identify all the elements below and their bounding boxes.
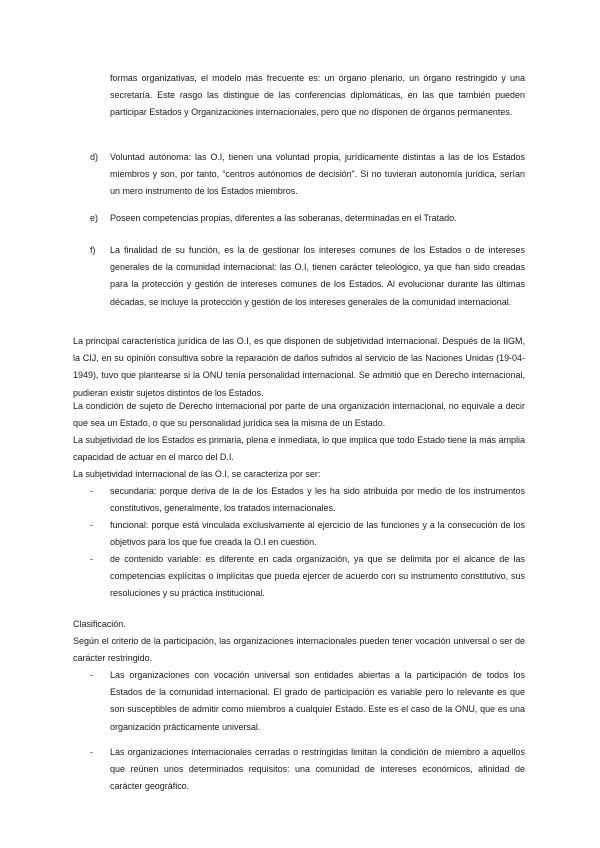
continuation-paragraph: formas organizativas, el modelo más frecuente es: un órgano plenario, un órgano restringido y una secretaría. Este rasgo las distingue de las conferencias diplomáticas, en las que también pueden participar Estados y Organizaciones internacionales, pero que no disponen de órganos permanentes.: [110, 73, 525, 118]
classification-universal: Las organizaciones con vocación universal son entidades abiertas a la participación de todos los Estados de la comunidad internacional. El grado de participación es variable pero lo relevante es que son susceptibles de admitir como miembros a cualquier Estado. Este es el caso de la ONU, que es una organización prácticamente universal.: [110, 670, 525, 732]
list-item-label-f: f): [90, 245, 96, 255]
characteristic-secondary: secundaria: porque deriva de la de los Estados y les ha sido atribuida por medio de los instrumentos constitutivos, generalmente, los tratados internacionales.: [110, 486, 525, 514]
characteristic-variable: de contenido variable: es diferente en cada organización, ya que se delimita por el alcance de las competencias explícitas o implícitas que pueda ejercer de acuerdo con su instrumento constitutivo, sus resoluciones y su práctica institucional.: [110, 554, 525, 599]
classification-restricted: Las organizaciones internacionales cerradas o restringidas limitan la condición de miembro a aquellos que reúnen unos determinados requisitos: una comunidad de intereses económicos, afinidad de carácter geográfico.: [110, 747, 525, 792]
classification-intro: Según el criterio de la participación, las organizaciones internacionales pueden tener vocación universal o ser de carácter restringido.: [73, 636, 525, 664]
bullet-dash: -: [90, 486, 93, 496]
bullet-dash: -: [90, 554, 93, 564]
characteristic-functional: funcional: porque está vinculada exclusivamente al ejercicio de las funciones y a la consecución de los objetivos para los que fue creada la O.I en cuestión.: [110, 520, 525, 548]
bullet-dash: -: [90, 747, 93, 757]
list-item-f-text: La finalidad de su función, es la de gestionar los intereses comunes de los Estados o de intereses generales de la comunidad internacional: las O.I, tienen carácter teleológico, ya que han sido creadas para la protección y gestión de intereses comunes de los Estados. Al evolucionar durante las últimas décadas, se incluye la protección y gestión de los intereses generales de la comunidad internacional.: [110, 245, 525, 307]
list-item-d-text: Voluntad autónoma: las O.I, tienen una voluntad propia, jurídicamente distintas a las de los Estados miembros y son, por tanto, “centros autónomos de decisión”. Si no tuvieran autonomía jurídica, serían un mero instrumento de los Estados miembros.: [110, 152, 525, 197]
body-paragraph-subject-condition: La condición de sujeto de Derecho internacional por parte de una organización internacional, no equivale a decir que sea un Estado, o que su personalidad jurídica sea la misma de un Estado.: [73, 401, 525, 429]
bullet-dash: -: [90, 520, 93, 530]
body-paragraph-subjectivity: La principal característica jurídica de las O.I, es que disponen de subjetividad internacional. Después de la IIGM, la CIJ, en su opinión consultiva sobre la reparación de daños sufridos al servicio de las Naciones Unidas (19-04-1949), tuvo que plantearse si la ONU tenía personalidad internacional. Se admitió que en Derecho internacional, pudieran existir sujetos distintos de los Estados.: [73, 336, 525, 398]
bullet-dash: -: [90, 670, 93, 680]
section-heading-classification: Clasificación.: [73, 619, 126, 629]
list-item-e-text: Poseen competencias propias, diferentes a las soberanas, determinadas en el Tratado.: [110, 213, 457, 223]
list-item-label-d: d): [90, 152, 99, 162]
body-paragraph-oi-characteristics: La subjetividad internacional de las O.I, se caracteriza por ser:: [73, 469, 321, 479]
list-item-label-e: e): [90, 213, 99, 223]
body-paragraph-state-subjectivity: La subjetividad de los Estados es primaria, plena e inmediata, lo que implica que todo Estado tiene la más amplia capacidad de actuar en el marco del D.I.: [73, 435, 525, 463]
